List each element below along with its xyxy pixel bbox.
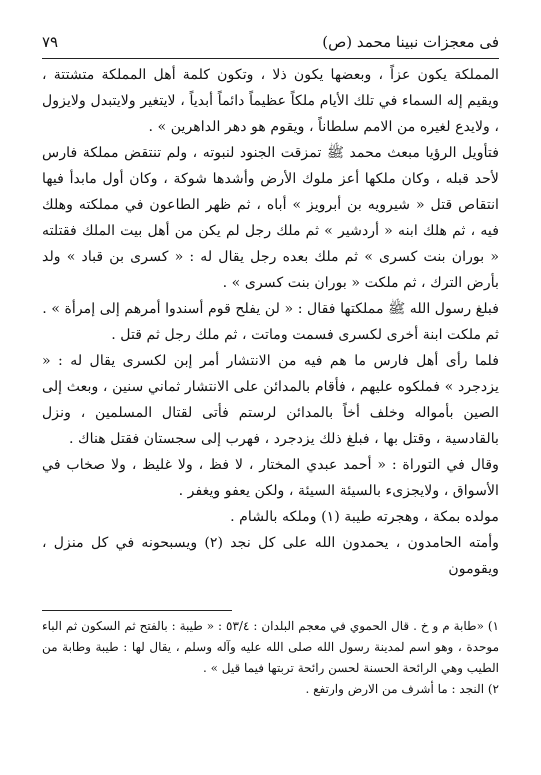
page-number: ٧٩ [42, 33, 59, 51]
paragraph-kingdom: المملكة يكون عزاً ، وبعضها يكون ذلا ، وتكون كلمة أهل المملكة متشتتة ، ويقيم إله السماء في تلك الأيام ملكاً عظيماً دائماً أبدياً ، لايتغير ولايتبدل ولايزول ، ولايدع لغيره من الامم سلطاناً ، ويقوم هو دهر الداهرين » . [42, 67, 499, 135]
paragraph-another-daughter: ثم ملكت ابنة أخرى لكسرى فسمت وماتت ، ثم ملك رجل ثم قتل . [111, 327, 499, 343]
footnote-2: ٢) النجد : ما أشرف من الارض وارتفع . [305, 682, 499, 696]
paragraph-prophet-saying: فبلغ رسول الله ﷺ مملكتها فقال : « لن يفلح قوم أسندوا أمرهم إلى إمرأة » . [42, 301, 499, 317]
page-header [42, 30, 499, 54]
paragraph-yazdegerd: فلما رأى أهل فارس ما هم فيه من الانتشار أمر إبن لكسرى يقال له : « يزدجرد » فملكوه عليهم ، فأقام بالمدائن على الانتشار ثماني سنين ، وبعث إلى الصين بأمواله وخلف أخاً بالمدائن لرستم فأتى لقتال المسلمين ، ونزل بالقادسية ، وقتل بها ، فبلغ ذلك يزدجرد ، فهرب إلى سجستان فقتل هناك . [42, 353, 499, 447]
paragraph-dream-interpretation: فتأويل الرؤيا مبعث محمد ﷺ تمزقت الجنود لنبوته ، ولم تنتقض مملكة فارس لأحد قبله ، وكان ملكها أعز ملوك الأرض وأشدها شوكة ، وكان أول مابدأ فيها انتقاص قتل « شيرويه بن أبرويز » أباه ، ثم ظهر الطاعون في مملكته وهلك فيه ، ثم هلك ابنه « أردشير » ثم ملك رجل لم يكن من أهل بيت الملك فقتلته « بوران بنت كسرى » ثم ملك بعده رجل يقال له : « كسرى بن قباد » ولد بأرض الترك ، ثم ملكت « بوران بنت كسرى » . [42, 145, 499, 291]
footnote-divider [42, 610, 232, 611]
paragraph-birthplace: مولده بمكة ، وهجرته طيبة (١) وملكه بالشام . [230, 509, 499, 525]
paragraph-nation: وأمته الحامدون ، يحمدون الله على كل نجد (٢) ويسبحونه في كل منزل ، ويقومون [42, 535, 499, 577]
footnotes [42, 616, 499, 700]
paragraph-torah: وقال في التوراة : « أحمد عبدي المختار ، لا فظ ، ولا غليظ ، ولا صخاب في الأسواق ، ولايجزىء بالسيئة السيئة ، ولكن يعفو ويغفر . [42, 457, 499, 499]
header-divider [42, 58, 499, 59]
running-title: فى معجزات نبينا محمد (ص) [322, 33, 499, 51]
footnote-1: ١) «طابة م و خ . قال الحموي في معجم البلدان : ٥٣/٤ : « طيبة : بالفتح ثم السكون ثم الباء موحدة ، وهو اسم لمدينة رسول الله صلى الله عليه وآله وسلم ، يقال لها : طيبة وطابة من الطيب وهي الرائحة الحسنة لحسن رائحة تربتها فيما قيل » . [42, 619, 499, 675]
main-text [42, 62, 499, 582]
